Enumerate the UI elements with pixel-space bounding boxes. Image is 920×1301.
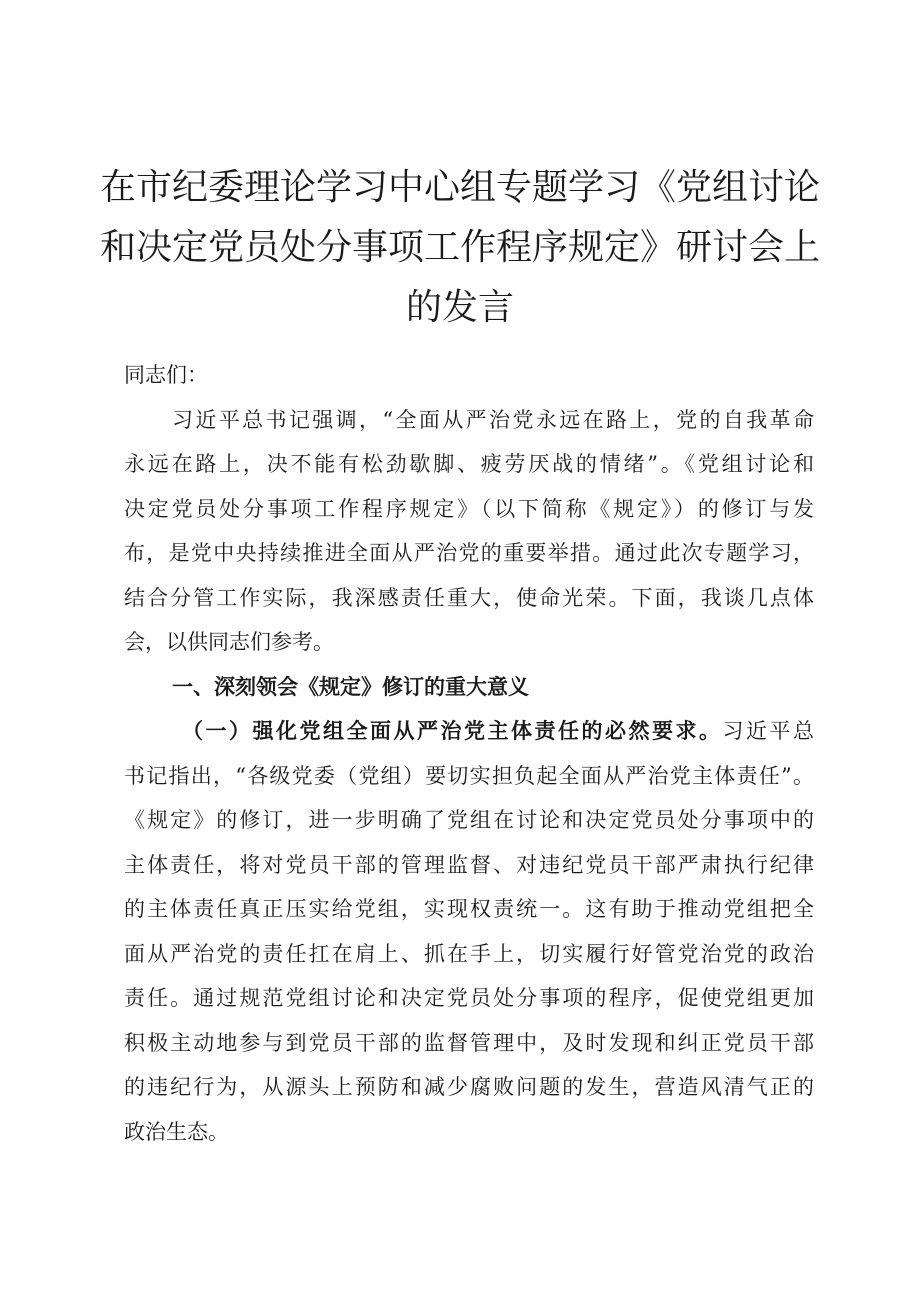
paragraph-line: 的主体责任真正压实给党组，实现权责统一。这有助于推动党组把全 bbox=[124, 897, 814, 921]
intro-paragraph bbox=[124, 398, 814, 665]
paragraph-line: 习近平总书记强调，“全面从严治党永远在路上，党的自我革命 bbox=[172, 407, 814, 432]
paragraph-line: 政治生态。 bbox=[124, 1119, 229, 1144]
section-heading: 一、深刻领会《规定》修订的重大意义 bbox=[172, 674, 529, 699]
paragraph-line bbox=[124, 709, 814, 754]
paragraph-line: 永远在路上，决不能有松劲歇脚、疲劳厌战的情绪”。《党组讨论和 bbox=[124, 452, 814, 476]
title-line: 在市纪委理论学习中心组专题学习《党组讨论 bbox=[99, 167, 820, 208]
paragraph-line: 积极主动地参与到党员干部的监督管理中，及时发现和纠正党员干部 bbox=[124, 1030, 814, 1055]
document-title bbox=[60, 158, 860, 338]
subsection-lead: （一）强化党组全面从严治党主体责任的必然要求。 bbox=[182, 719, 723, 743]
paragraph-line: 结合分管工作实际，我深感责任重大，使命光荣。下面，我谈几点体 bbox=[124, 585, 814, 610]
paragraph-line: 面从严治党的责任扛在肩上、抓在手上，切实履行好管党治党的政治 bbox=[124, 941, 814, 966]
paragraph-line: 《规定》的修订，进一步明确了党组在讨论和决定党员处分事项中的 bbox=[124, 808, 814, 832]
subsection-paragraph bbox=[124, 709, 814, 1154]
paragraph-line: 的违纪行为，从源头上预防和减少腐败问题的发生，营造风清气正的 bbox=[124, 1075, 814, 1099]
paragraph-line: 布，是党中央持续推进全面从严治党的重要举措。通过此次专题学习， bbox=[124, 541, 814, 565]
title-line: 和决定党员处分事项工作程序规定》研讨会上 bbox=[99, 227, 820, 268]
paragraph-line: 书记指出，“各级党委（党组）要切实担负起全面从严治党主体责任”。 bbox=[124, 763, 814, 788]
paragraph-line: 决定党员处分事项工作程序规定》（以下简称《规定》）的修订与发 bbox=[124, 496, 814, 521]
lead-continuation: 习近平总 bbox=[722, 719, 814, 743]
salutation: 同志们： bbox=[124, 363, 208, 387]
title-line: 的发言 bbox=[405, 287, 514, 328]
paragraph-line: 会，以供同志们参考。 bbox=[124, 630, 334, 654]
document-body bbox=[124, 353, 814, 1154]
paragraph-line: 责任。通过规范党组讨论和决定党员处分事项的程序，促使党组更加 bbox=[124, 986, 814, 1010]
paragraph-line: 主体责任，将对党员干部的管理监督、对违纪党员干部严肃执行纪律 bbox=[124, 852, 814, 877]
